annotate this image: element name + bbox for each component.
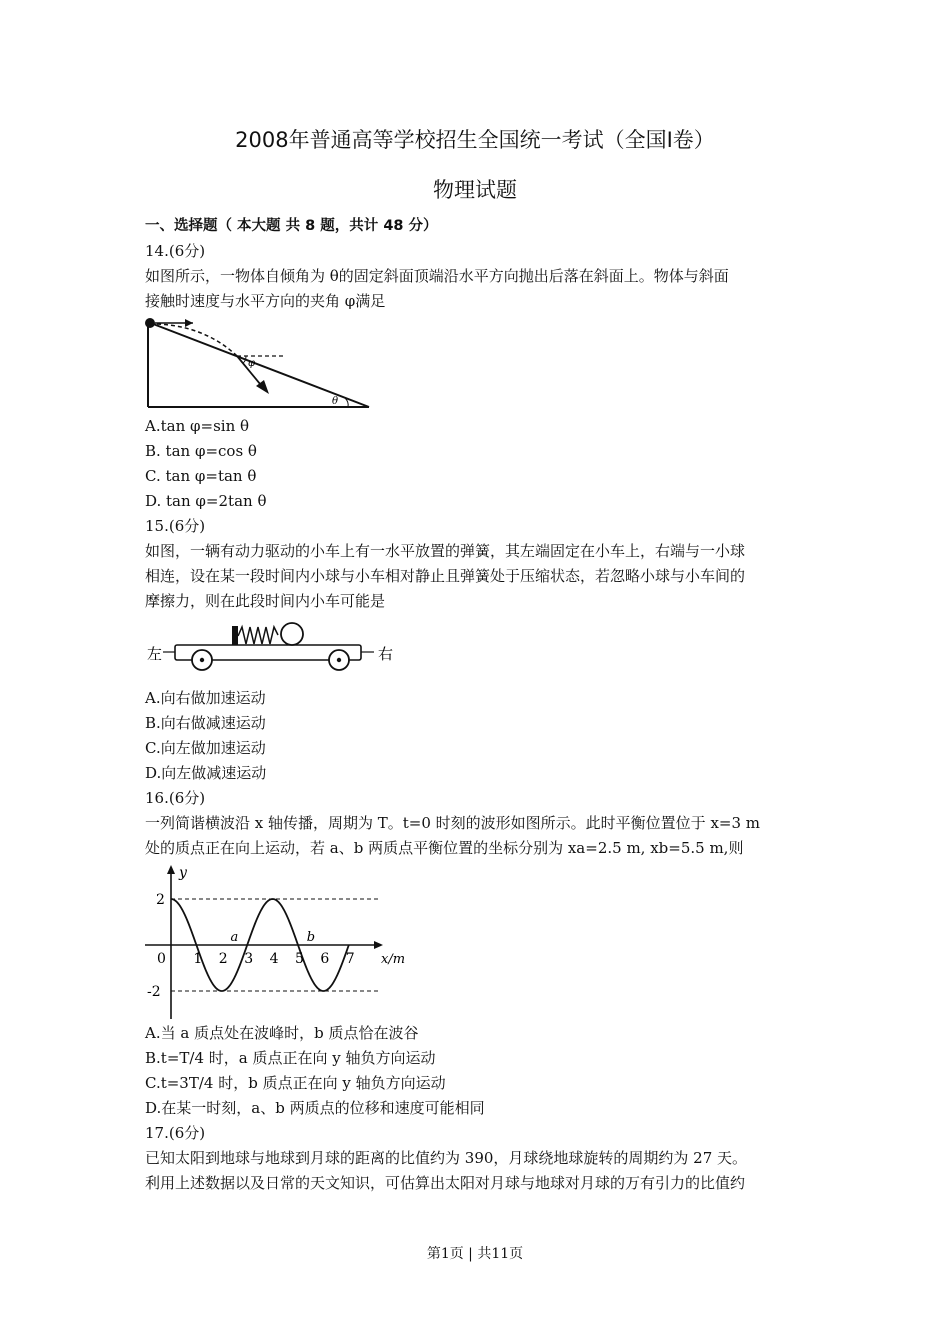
y-tick-label: -2 xyxy=(147,984,161,1000)
y-axis-label: y xyxy=(179,865,187,881)
wave-chart xyxy=(145,861,415,1021)
q17-stem-line-2: 利用上述数据以及日常的天文知识，可估算出太阳对月球与地球对月球的万有引力的比值约 xyxy=(145,1174,746,1192)
q16-stem-line-1: 一列简谐横波沿 x 轴传播，周期为 T。t=0 时刻的波形如图所示。此时平衡位置位于 x=3 m xyxy=(145,814,761,832)
x-tick-label: 4 xyxy=(269,951,279,967)
q17-stem-line-1: 已知太阳到地球与地球到月球的距离的比值约为 390，月球绕地球旋转的周期约为 27 天。 xyxy=(145,1149,748,1167)
q16-number: 16.(6分) xyxy=(145,789,206,807)
q15-option-b: B.向右做减速运动 xyxy=(145,714,266,732)
q16-stem-line-2: 处的质点正在向上运动，若 a、b 两质点平衡位置的坐标分别为 xa=2.5 m, xb=5.5 m,则 xyxy=(145,839,744,857)
point-label-a: a xyxy=(230,930,239,945)
phi-label: φ xyxy=(248,358,256,369)
page-footer: 第1页 | 共11页 xyxy=(426,1246,524,1262)
q16-option-a: A.当 a 质点处在波峰时，b 质点恰在波谷 xyxy=(145,1024,419,1042)
question-content xyxy=(145,214,815,1196)
x-tick-label: 7 xyxy=(345,951,355,967)
q15-stem-line-1: 如图，一辆有动力驱动的小车上有一水平放置的弹簧，其左端固定在小车上，右端与一小球 xyxy=(145,542,746,560)
q14-stem-line-2: 接触时速度与水平方向的夹角 φ满足 xyxy=(145,292,386,310)
y-tick-label: 2 xyxy=(156,892,165,908)
q15-option-d: D.向左做减速运动 xyxy=(145,764,267,782)
q15-option-a: A.向右做加速运动 xyxy=(145,689,266,707)
incline-projectile-figure xyxy=(145,314,385,414)
x-tick-label: 2 xyxy=(218,951,228,967)
point-label-b: b xyxy=(306,930,316,945)
q15-option-c: C.向左做加速运动 xyxy=(145,739,266,757)
section-heading: 一、选择题（ 本大题 共 8 题，共计 48 分） xyxy=(145,218,438,234)
x-tick-label: 5 xyxy=(295,951,304,967)
q16-option-c: C.t=3T/4 时，b 质点正在向 y 轴负方向运动 xyxy=(145,1074,446,1092)
q15-number: 15.(6分) xyxy=(145,517,206,535)
page-subtitle: 物理试题 xyxy=(433,178,517,202)
q15-stem-line-2: 相连，设在某一段时间内小球与小车相对静止且弹簧处于压缩状态，若忽略小球与小车间的 xyxy=(145,567,746,585)
q14-stem-line-1: 如图所示，一物体自倾角为 θ的固定斜面顶端沿水平方向抛出后落在斜面上。物体与斜面 xyxy=(145,267,729,285)
theta-label: θ xyxy=(332,396,339,407)
x-axis-arrow xyxy=(374,941,383,949)
left-label: 左 xyxy=(147,645,163,663)
q14-option-a: A.tan φ=sin θ xyxy=(145,417,250,435)
q14-option-b: B. tan φ=cos θ xyxy=(145,442,257,460)
x-tick-label: 6 xyxy=(320,951,330,967)
q17-number: 17.(6分) xyxy=(145,1124,206,1142)
y-axis-arrow xyxy=(167,865,175,874)
q16-option-b: B.t=T/4 时，a 质点正在向 y 轴负方向运动 xyxy=(145,1049,436,1067)
right-label: 右 xyxy=(378,645,394,663)
page-title: 2008年普通高等学校招生全国统一考试（全国Ⅰ卷） xyxy=(235,128,715,152)
q14-number: 14.(6分) xyxy=(145,242,206,260)
x-axis-label: x/m xyxy=(381,952,406,967)
q15-stem-line-3: 摩擦力，则在此段时间内小车可能是 xyxy=(145,592,386,610)
q14-option-c: C. tan φ=tan θ xyxy=(145,467,257,485)
q14-option-d: D. tan φ=2tan θ xyxy=(145,492,267,510)
x-tick-label: 0 xyxy=(157,951,166,967)
q16-option-d: D.在某一时刻，a、b 两质点的位移和速度可能相同 xyxy=(145,1099,485,1117)
x-tick-label: 3 xyxy=(244,951,254,967)
x-tick-label: 1 xyxy=(193,951,203,967)
cart-spring-figure xyxy=(145,614,405,686)
